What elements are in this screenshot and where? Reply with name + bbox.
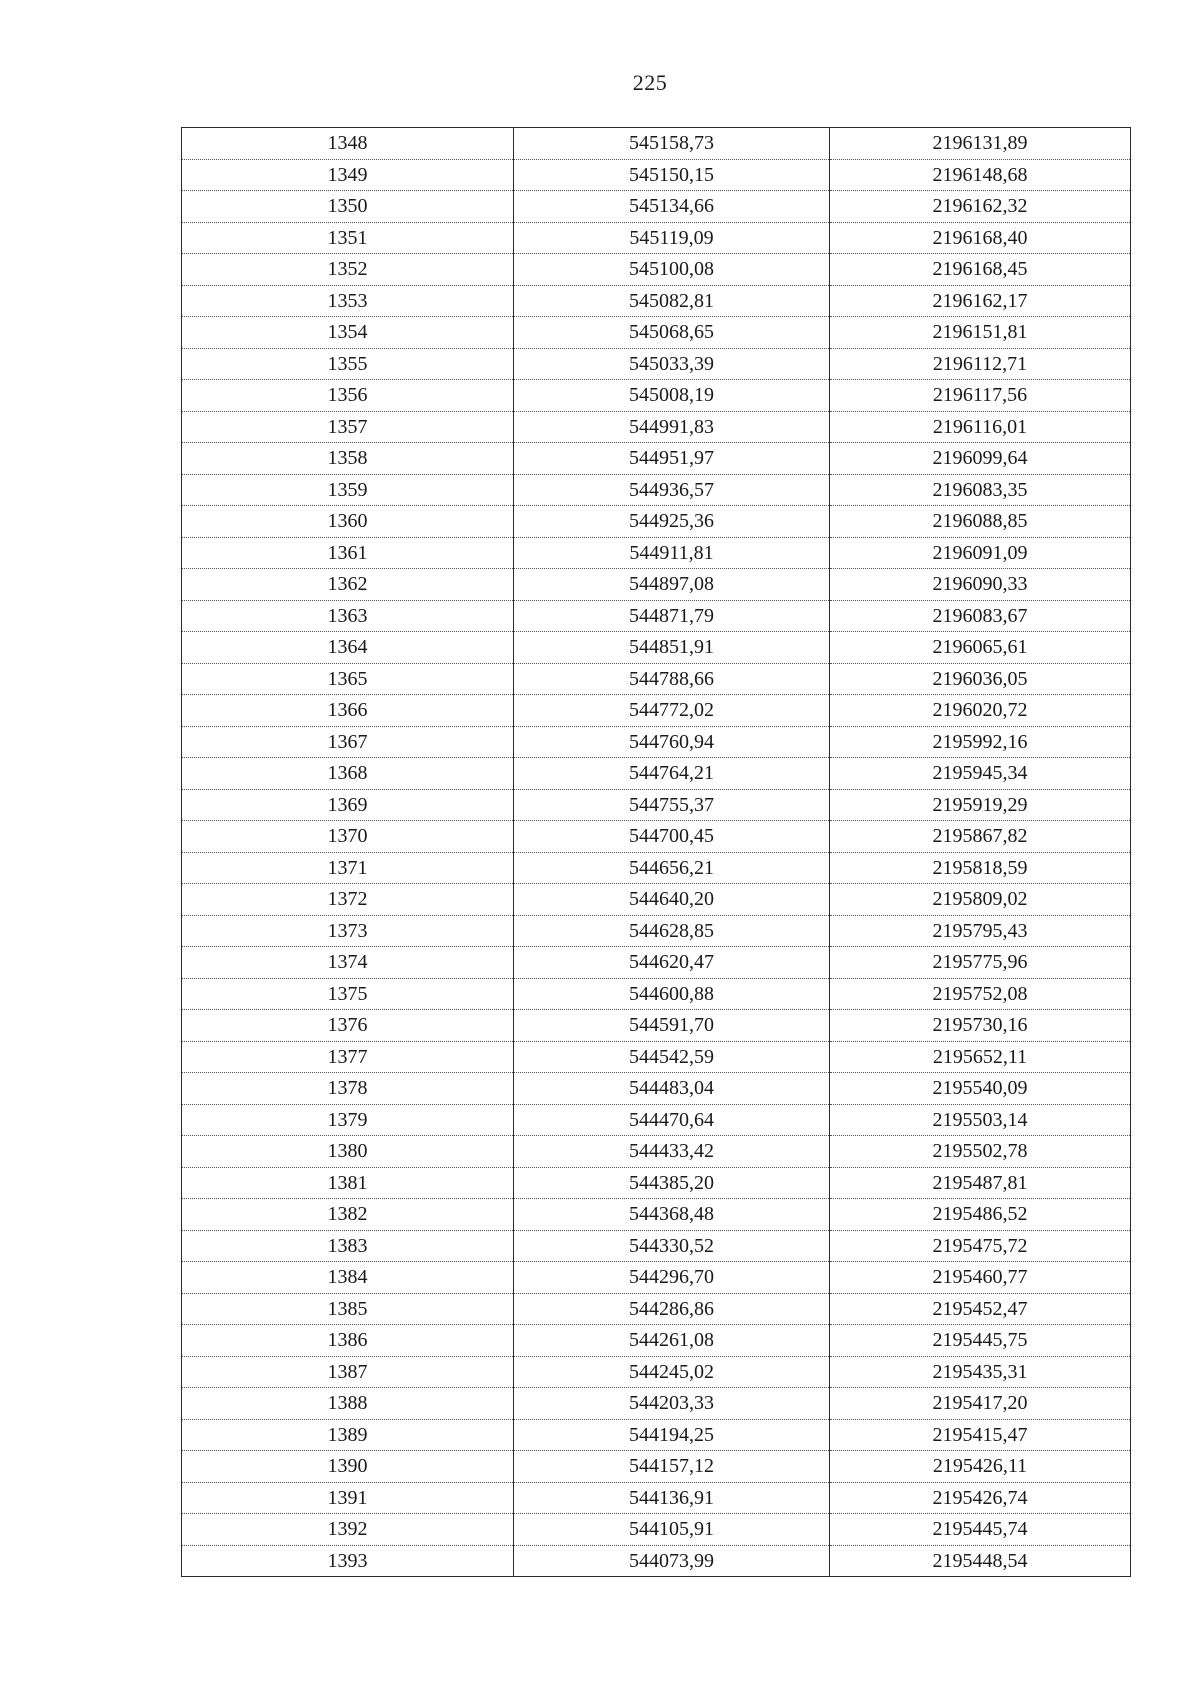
point-number-cell: 1378 [182,1073,514,1105]
point-number-cell: 1365 [182,663,514,695]
x-coordinate-cell: 544620,47 [514,947,830,979]
table-row [182,600,1131,632]
y-coordinate-cell: 2195502,78 [830,1136,1131,1168]
x-coordinate-cell: 544851,91 [514,632,830,664]
point-number-cell: 1387 [182,1356,514,1388]
y-coordinate-cell: 2195452,47 [830,1293,1131,1325]
x-coordinate-cell: 544788,66 [514,663,830,695]
point-number-cell: 1383 [182,1230,514,1262]
table-row [182,569,1131,601]
x-coordinate-cell: 544261,08 [514,1325,830,1357]
x-coordinate-cell: 544483,04 [514,1073,830,1105]
point-number-cell: 1377 [182,1041,514,1073]
point-number-cell: 1360 [182,506,514,538]
y-coordinate-cell: 2196148,68 [830,159,1131,191]
table-row [182,852,1131,884]
table-row [182,1419,1131,1451]
point-number-cell: 1351 [182,222,514,254]
point-number-cell: 1384 [182,1262,514,1294]
x-coordinate-cell: 544368,48 [514,1199,830,1231]
x-coordinate-cell: 545119,09 [514,222,830,254]
x-coordinate-cell: 544203,33 [514,1388,830,1420]
y-coordinate-cell: 2195867,82 [830,821,1131,853]
table-row [182,1073,1131,1105]
point-number-cell: 1393 [182,1545,514,1577]
y-coordinate-cell: 2195435,31 [830,1356,1131,1388]
point-number-cell: 1376 [182,1010,514,1042]
table-row [182,537,1131,569]
table-row [182,1262,1131,1294]
table-row [182,1041,1131,1073]
y-coordinate-cell: 2195795,43 [830,915,1131,947]
point-number-cell: 1359 [182,474,514,506]
point-number-cell: 1373 [182,915,514,947]
point-number-cell: 1379 [182,1104,514,1136]
y-coordinate-cell: 2195730,16 [830,1010,1131,1042]
y-coordinate-cell: 2196091,09 [830,537,1131,569]
y-coordinate-cell: 2195652,11 [830,1041,1131,1073]
point-number-cell: 1380 [182,1136,514,1168]
y-coordinate-cell: 2195540,09 [830,1073,1131,1105]
point-number-cell: 1386 [182,1325,514,1357]
y-coordinate-cell: 2195445,75 [830,1325,1131,1357]
x-coordinate-cell: 544772,02 [514,695,830,727]
table-row [182,789,1131,821]
y-coordinate-cell: 2195945,34 [830,758,1131,790]
x-coordinate-cell: 544628,85 [514,915,830,947]
x-coordinate-cell: 544951,97 [514,443,830,475]
x-coordinate-cell: 544296,70 [514,1262,830,1294]
x-coordinate-cell: 544936,57 [514,474,830,506]
y-coordinate-cell: 2195460,77 [830,1262,1131,1294]
point-number-cell: 1368 [182,758,514,790]
table-row [182,159,1131,191]
x-coordinate-cell: 544656,21 [514,852,830,884]
point-number-cell: 1369 [182,789,514,821]
table-row [182,758,1131,790]
x-coordinate-cell: 545033,39 [514,348,830,380]
x-coordinate-cell: 544925,36 [514,506,830,538]
point-number-cell: 1385 [182,1293,514,1325]
point-number-cell: 1381 [182,1167,514,1199]
point-number-cell: 1370 [182,821,514,853]
table-row [182,1514,1131,1546]
table-row [182,1293,1131,1325]
point-number-cell: 1375 [182,978,514,1010]
x-coordinate-cell: 544542,59 [514,1041,830,1073]
x-coordinate-cell: 544433,42 [514,1136,830,1168]
y-coordinate-cell: 2195818,59 [830,852,1131,884]
point-number-cell: 1372 [182,884,514,916]
y-coordinate-cell: 2195809,02 [830,884,1131,916]
table-row [182,1388,1131,1420]
x-coordinate-cell: 544194,25 [514,1419,830,1451]
point-number-cell: 1361 [182,537,514,569]
x-coordinate-cell: 544157,12 [514,1451,830,1483]
point-number-cell: 1352 [182,254,514,286]
point-number-cell: 1350 [182,191,514,223]
point-number-cell: 1349 [182,159,514,191]
table-row [182,128,1131,160]
y-coordinate-cell: 2195503,14 [830,1104,1131,1136]
y-coordinate-cell: 2195415,47 [830,1419,1131,1451]
table-row [182,285,1131,317]
table-row [182,1167,1131,1199]
y-coordinate-cell: 2195775,96 [830,947,1131,979]
table-row [182,254,1131,286]
x-coordinate-cell: 545158,73 [514,128,830,160]
table-row [182,506,1131,538]
y-coordinate-cell: 2196036,05 [830,663,1131,695]
table-row [182,1199,1131,1231]
point-number-cell: 1391 [182,1482,514,1514]
x-coordinate-cell: 544897,08 [514,569,830,601]
point-number-cell: 1366 [182,695,514,727]
y-coordinate-cell: 2196090,33 [830,569,1131,601]
table-row [182,1356,1131,1388]
y-coordinate-cell: 2196168,40 [830,222,1131,254]
point-number-cell: 1374 [182,947,514,979]
table-row [182,884,1131,916]
y-coordinate-cell: 2195992,16 [830,726,1131,758]
x-coordinate-cell: 544330,52 [514,1230,830,1262]
y-coordinate-cell: 2195417,20 [830,1388,1131,1420]
y-coordinate-cell: 2195486,52 [830,1199,1131,1231]
x-coordinate-cell: 544600,88 [514,978,830,1010]
point-number-cell: 1354 [182,317,514,349]
y-coordinate-cell: 2196112,71 [830,348,1131,380]
x-coordinate-cell: 544760,94 [514,726,830,758]
y-coordinate-cell: 2196168,45 [830,254,1131,286]
table-row [182,663,1131,695]
y-coordinate-cell: 2195448,54 [830,1545,1131,1577]
y-coordinate-cell: 2196162,17 [830,285,1131,317]
x-coordinate-cell: 544105,91 [514,1514,830,1546]
point-number-cell: 1367 [182,726,514,758]
y-coordinate-cell: 2196131,89 [830,128,1131,160]
x-coordinate-cell: 544764,21 [514,758,830,790]
x-coordinate-cell: 545008,19 [514,380,830,412]
table-row [182,474,1131,506]
y-coordinate-cell: 2195752,08 [830,978,1131,1010]
point-number-cell: 1371 [182,852,514,884]
table-row [182,1136,1131,1168]
table-row [182,1104,1131,1136]
x-coordinate-cell: 544286,86 [514,1293,830,1325]
point-number-cell: 1355 [182,348,514,380]
y-coordinate-cell: 2196088,85 [830,506,1131,538]
table-row [182,411,1131,443]
point-number-cell: 1389 [182,1419,514,1451]
y-coordinate-cell: 2195445,74 [830,1514,1131,1546]
table-row [182,1451,1131,1483]
x-coordinate-cell: 545134,66 [514,191,830,223]
point-number-cell: 1392 [182,1514,514,1546]
table-row [182,348,1131,380]
table-row [182,317,1131,349]
point-number-cell: 1363 [182,600,514,632]
point-number-cell: 1348 [182,128,514,160]
y-coordinate-cell: 2195487,81 [830,1167,1131,1199]
x-coordinate-cell: 544640,20 [514,884,830,916]
table-row [182,1010,1131,1042]
x-coordinate-cell: 544591,70 [514,1010,830,1042]
x-coordinate-cell: 544073,99 [514,1545,830,1577]
y-coordinate-cell: 2195426,74 [830,1482,1131,1514]
table-row [182,632,1131,664]
point-number-cell: 1356 [182,380,514,412]
y-coordinate-cell: 2196065,61 [830,632,1131,664]
y-coordinate-cell: 2195475,72 [830,1230,1131,1262]
x-coordinate-cell: 545068,65 [514,317,830,349]
y-coordinate-cell: 2196162,32 [830,191,1131,223]
y-coordinate-cell: 2196083,67 [830,600,1131,632]
table-row [182,1482,1131,1514]
y-coordinate-cell: 2196020,72 [830,695,1131,727]
y-coordinate-cell: 2196099,64 [830,443,1131,475]
table-row [182,1230,1131,1262]
table-row [182,191,1131,223]
point-number-cell: 1358 [182,443,514,475]
x-coordinate-cell: 544871,79 [514,600,830,632]
table-row [182,443,1131,475]
x-coordinate-cell: 544385,20 [514,1167,830,1199]
x-coordinate-cell: 545100,08 [514,254,830,286]
table-row [182,978,1131,1010]
y-coordinate-cell: 2195426,11 [830,1451,1131,1483]
x-coordinate-cell: 544991,83 [514,411,830,443]
x-coordinate-cell: 544245,02 [514,1356,830,1388]
table-row [182,915,1131,947]
x-coordinate-cell: 544755,37 [514,789,830,821]
point-number-cell: 1390 [182,1451,514,1483]
table-row [182,1545,1131,1577]
table-row [182,821,1131,853]
x-coordinate-cell: 544470,64 [514,1104,830,1136]
table-row [182,695,1131,727]
table-row [182,222,1131,254]
x-coordinate-cell: 544700,45 [514,821,830,853]
point-number-cell: 1364 [182,632,514,664]
x-coordinate-cell: 544911,81 [514,537,830,569]
table-row [182,947,1131,979]
page-number: 225 [632,70,668,95]
table-row [182,726,1131,758]
table-row [182,1325,1131,1357]
point-number-cell: 1382 [182,1199,514,1231]
point-number-cell: 1353 [182,285,514,317]
table-row [182,380,1131,412]
y-coordinate-cell: 2196083,35 [830,474,1131,506]
y-coordinate-cell: 2195919,29 [830,789,1131,821]
y-coordinate-cell: 2196117,56 [830,380,1131,412]
x-coordinate-cell: 545150,15 [514,159,830,191]
y-coordinate-cell: 2196151,81 [830,317,1131,349]
point-number-cell: 1357 [182,411,514,443]
coordinates-table [181,127,1131,1577]
x-coordinate-cell: 545082,81 [514,285,830,317]
point-number-cell: 1388 [182,1388,514,1420]
x-coordinate-cell: 544136,91 [514,1482,830,1514]
y-coordinate-cell: 2196116,01 [830,411,1131,443]
coordinates-table-body [182,128,1131,1577]
point-number-cell: 1362 [182,569,514,601]
